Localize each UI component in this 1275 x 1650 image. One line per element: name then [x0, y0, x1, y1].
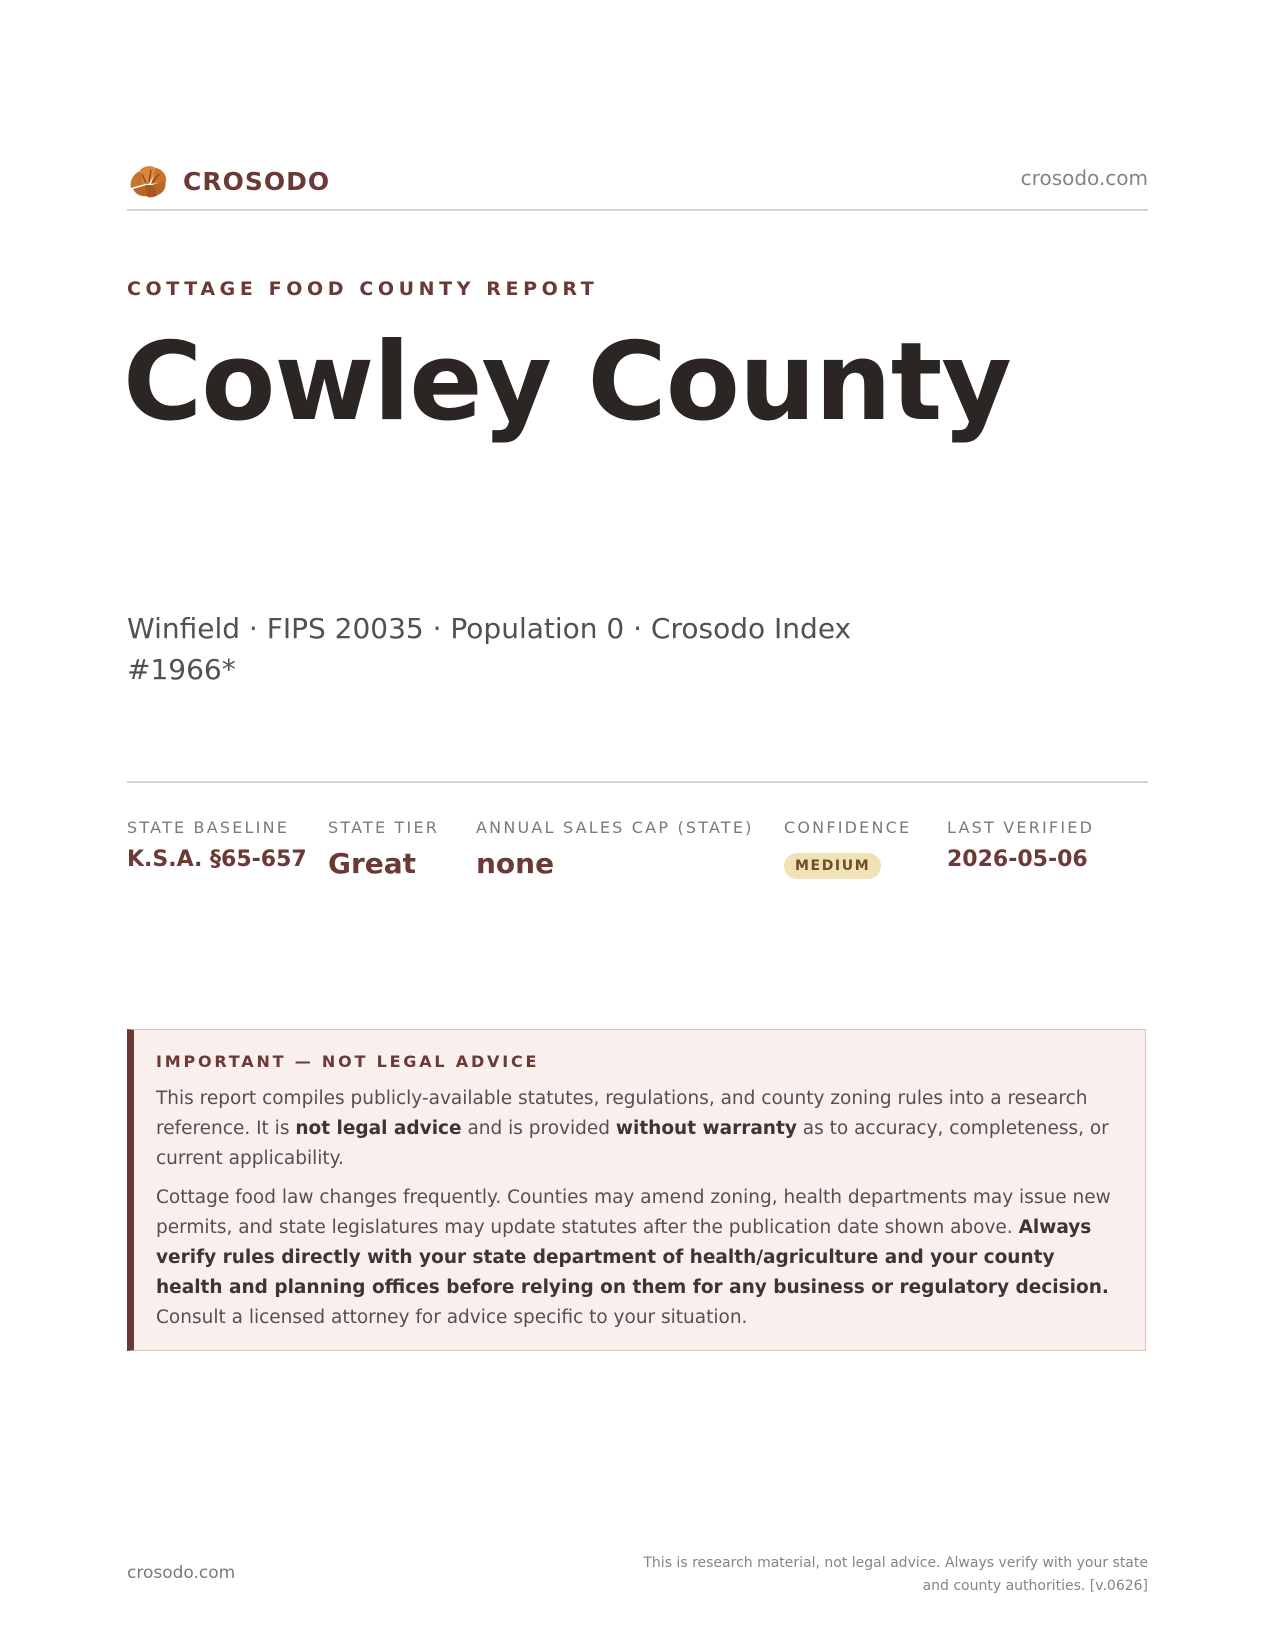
notice-body	[156, 1084, 1126, 1333]
stat-value: none	[476, 847, 555, 880]
stat-value: K.S.A. §65-657	[127, 847, 307, 872]
notice-emphasis: without warranty	[615, 1118, 797, 1139]
stat-value: 2026-05-06	[947, 847, 1088, 872]
brand-name: CROSODO	[183, 166, 331, 196]
stat-state-baseline	[127, 818, 307, 872]
footer-site-url[interactable]: crosodo.com	[127, 1563, 236, 1583]
notice-heading: IMPORTANT — NOT LEGAL ADVICE	[156, 1052, 540, 1071]
notice-text: and is provided	[461, 1118, 616, 1139]
confidence-badge: MEDIUM	[784, 853, 881, 879]
stat-label: CONFIDENCE	[784, 818, 912, 837]
stat-state-tier	[328, 818, 439, 880]
stat-label: LAST VERIFIED	[947, 818, 1095, 837]
legal-notice	[127, 1029, 1146, 1351]
notice-text: as to accuracy, completeness, or current applicability.	[156, 1118, 1109, 1169]
county-subtitle: Winfield · FIPS 20035 · Population 0 · Crosodo Index #1966*	[127, 612, 852, 686]
stat-label: STATE TIER	[328, 818, 440, 837]
croissant-icon	[127, 162, 169, 200]
stat-label: ANNUAL SALES CAP (STATE)	[476, 818, 754, 837]
brand	[127, 162, 330, 200]
footer-disclaimer-line: This is research material, not legal advice. Always verify with your state	[643, 1555, 1148, 1571]
notice-emphasis: Always verify rules directly with your state department of health/agriculture and your county health and planning offices before relying on them for any business or regulatory decision.	[156, 1217, 1109, 1298]
notice-text: Cottage food law changes frequently. Counties may amend zoning, health departments may issue new permits, and state legislatures may update statutes after the publication date shown above.	[156, 1187, 1111, 1238]
notice-emphasis: not legal advice	[295, 1118, 462, 1139]
stat-last-verified	[947, 818, 1094, 872]
footer-disclaimer	[628, 1552, 1148, 1598]
notice-paragraph	[156, 1084, 1126, 1174]
stat-confidence	[784, 818, 911, 879]
site-url-link[interactable]: crosodo.com	[1020, 166, 1148, 190]
header-divider	[127, 209, 1148, 211]
stat-label: STATE BASELINE	[127, 818, 290, 837]
stats-divider	[127, 781, 1148, 783]
page-header	[127, 158, 1148, 204]
stat-sales-cap	[476, 818, 754, 880]
notice-paragraph	[156, 1183, 1126, 1333]
report-type-label: COTTAGE FOOD COUNTY REPORT	[127, 278, 599, 300]
notice-text: Consult a licensed attorney for advice specific to your situation.	[156, 1307, 748, 1328]
notice-text: This report compiles publicly-available statutes, regulations, and county zoning rules into a research reference. It is	[156, 1088, 1088, 1139]
report-page	[123, 0, 1148, 1650]
page-title: Cowley County	[123, 320, 1011, 445]
stat-value: Great	[328, 847, 417, 880]
footer-disclaimer-line: and county authorities. [v.0626]	[922, 1578, 1148, 1594]
